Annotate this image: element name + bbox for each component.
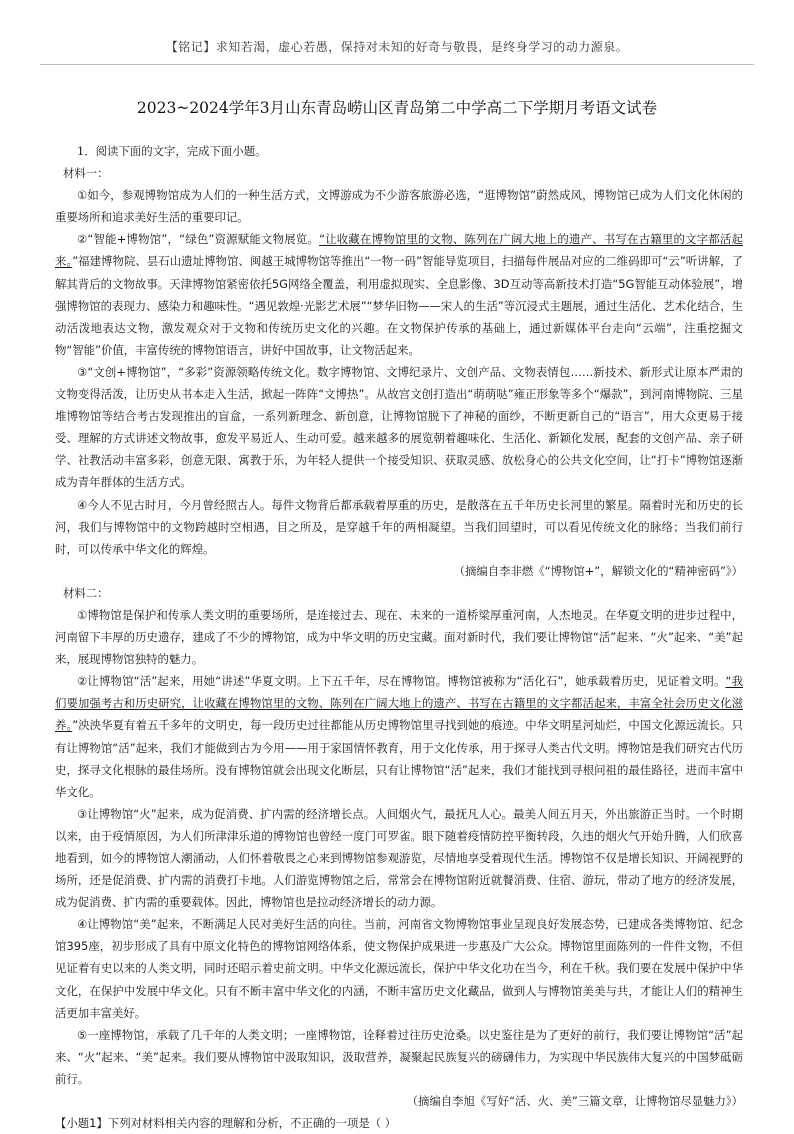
material2-source: （摘编自李旭《写好“活、火、美”三篇文章，让博物馆尽显魅力》）	[406, 1094, 743, 1109]
material2-p2-underlined-quote: “我们要加强考古和历史研究，让收藏在博物馆里的文物、陈列在广阔大地上的遗产、书写在古籍里的文字都活起来，丰富全社会历史文化滋养。	[55, 674, 744, 733]
material1-paragraph-3: ③“文创+博物馆”，“多彩”资源领略传统文化。数字博物馆、文博纪录片、文创产品、文物表情包……新技术、新形式让原本严肃的文物变得活泼，让历史从书本走入生活，掀起一阵阵“文博热”。从故宫文创打造出“萌萌哒”雍正形象等多个“爆款”，到河南博物院、三星堆博物馆等结合考古发现推出的盲盒，一系列新理念、新创意，让博物馆脱下了神秘的面纱，不断更新自己的“语言”，用大众更易于接受、理解的方式讲述文物故事，愈发平易近人、生动可爱。越来越多的展览朝着趣味化、生活化、新颖化发展，配套的文创产品、亲子研学、社教活动丰富多彩，创意无限、寓教于乐，为年轻人提供一个接受知识、获取灵感、放松身心的公共文化空间，让“打卡”博物馆逐渐成为青年群体的生活方式。	[55, 364, 743, 490]
material1-source: （摘编自李非燃《“博物馆+”，解锁文化的“精神密码”》）	[453, 563, 743, 578]
material2-p2-body: ”泱泱华夏有着五千多年的文明史，每一段历史过往都能从历史博物馆里寻找到她的痕迹。中华文明星河灿烂，中国文化源远流长。只有让博物馆“活”起来，我们才能做到古为今用——用于家国情怀教育，用于文化传承，用于探寻人类古代文明。博物馆是我们研究古代历史，探寻文化根脉的最佳场所。没有博物馆就会出现文化断层，只有让博物馆“活”起来，我们才能找到寻根问祖的最佳路径，进而丰富中华文化。	[55, 718, 743, 799]
material2-paragraph-1: ①博物馆是保护和传承人类文明的重要场所，是连接过去、现在、未来的一道桥梁厚重河南，人杰地灵。在华夏文明的进步过程中，河南留下丰厚的历史遗存，建成了不少的博物馆，成为中华文明的历史宝藏。面对新时代，我们要让博物馆“活”起来、“火”起来、“美”起来，展现博物馆独特的魅力。	[55, 607, 743, 667]
material1-p2-body: ”福建博物院、昙石山遗址博物馆、闽越王城博物馆等推出“一物一码”智能导览项目，扫描每件展品对应的二维码即可“云”听讲解，了解其背后的文物故事。天津博物馆紧密依托5G网络全覆盖，利用虚拟现实、全息影像、3D互动等高新技术打造“5G智能互动体验展”，增强博物馆的表现力、感染力和趣味性。“遇见敦煌·光影艺术展”“梦华旧物——宋人的生活”等沉浸式主题展，通过生活化、艺术化结合，生动活泼地表达文物，激发观众对于文物和传统历史文化的兴趣。在文物保护传承的基础上，通过新媒体平台走向“云端”，注重挖掘文物“智能”价值，丰富传统的博物馆语言，讲好中国故事，让文物活起来。	[55, 254, 743, 357]
question-heading: 1．阅读下面的文字，完成下面小题。	[77, 144, 267, 158]
exam-content	[55, 140, 743, 1134]
material1-paragraph-1: ①如今，参观博物馆成为人们的一种生活方式，文博游成为不少游客旅游必选，“逛博物馆”蔚然成风，博物馆已成为人们文化休闲的重要场所和追求美好生活的重要印记。	[55, 188, 743, 225]
material1-p2-underlined-quote: “让收藏在博物馆里的文物、陈列在广阔大地上的遗产、书写在古籍里的文字都活起来。	[55, 232, 743, 269]
header-divider	[40, 64, 754, 65]
exam-title: 2023~2024学年3月山东青岛崂山区青岛第二中学高二下学期月考语文试卷	[136, 99, 658, 117]
subquestion-1: 【小题1】下列对材料相关内容的理解和分析，不正确的一项是（ ）	[55, 1116, 397, 1131]
material2-paragraph-4: ④让博物馆“美”起来，不断满足人民对美好生活的向往。当前，河南省文物博物馆事业呈现良好发展态势，已建成各类博物馆、纪念馆395座，初步形成了具有中原文化特色的博物馆网络体系，使文物保护成果进一步惠及广大公众。博物馆里面陈列的一件件文物，不但见证着有史以来的人类文明，同时还昭示着史前文明。中华文化源远流长，保护中华文化功在当今，利在千秋。我们要在发展中保护中华文化，在保护中发展中华文化。只有不断丰富中华文化的内涵，不断丰富历史文化藏品，做到人与博物馆美美与共，才能让人们的精神生活更加丰富美好。	[55, 917, 743, 1020]
material1-label: 材料一：	[63, 166, 109, 181]
material1-p2-intro: ②“智能+博物馆”，“绿色”资源赋能文物展览。	[77, 232, 320, 247]
material2-p2-intro: ②让博物馆“活”起来，用她“讲述”华夏文明。上下五千年，尽在博物馆。博物馆被称为“活化石”，她承载着历史，见证着文明。	[77, 674, 726, 689]
material2-paragraph-3: ③让博物馆“火”起来，成为促消费、扩内需的经济增长点。人间烟火气，最抚凡人心。最美人间五月天，外出旅游正当时。一个时期以来，由于疫情原因，为人们所津津乐道的博物馆也曾经一度门可罗雀。眼下随着疫情防控平衡转段，久违的烟火气开始升腾，人们欣喜地看到，如今的博物馆人潮涌动，人们怀着敬畏之心来到博物馆参观游览，尽情地享受着现代生活。博物馆不仅是增长知识、开阔视野的场所，还是促消费、扩内需的消费打卡地。人们游览博物馆之后，常常会在博物馆附近就餐消费、住宿、游玩，带动了地方的经济发展，成为促消费、扩内需的重要载体。因此，博物馆也是拉动经济增长的动力源。	[55, 806, 743, 910]
material1-paragraph-4: ④今人不见古时月，今月曾经照古人。每件文物背后都承载着厚重的历史，是散落在五千年历史长河里的繁星。隔着时光和历史的长河，我们与博物馆中的文物跨越时空相遇，目之所及，是穿越千年的两相凝望。当我们回望时，可以看见传统文化的脉络；当我们前行时，可以传承中华文化的辉煌。	[55, 497, 743, 556]
material2-label: 材料二：	[63, 585, 109, 600]
motto-header: 【铭记】求知若渴，虚心若愚，保持对未知的好奇与敬畏，是终身学习的动力源泉。	[165, 40, 629, 54]
material2-paragraph-2	[55, 670, 743, 803]
material1-paragraph-2	[55, 228, 743, 361]
material2-paragraph-5: ⑤一座博物馆，承载了几千年的人类文明；一座博物馆，诠释着过往历史沧桑。以史鉴往是为了更好的前行，我们要让博物馆“活”起来、“火”起来、“美”起来。我们要从博物馆中汲取知识，汲取营养，凝聚起民族复兴的磅礴伟力，为实现中华民族伟大复兴的中国梦砥砺前行。	[55, 1027, 743, 1086]
